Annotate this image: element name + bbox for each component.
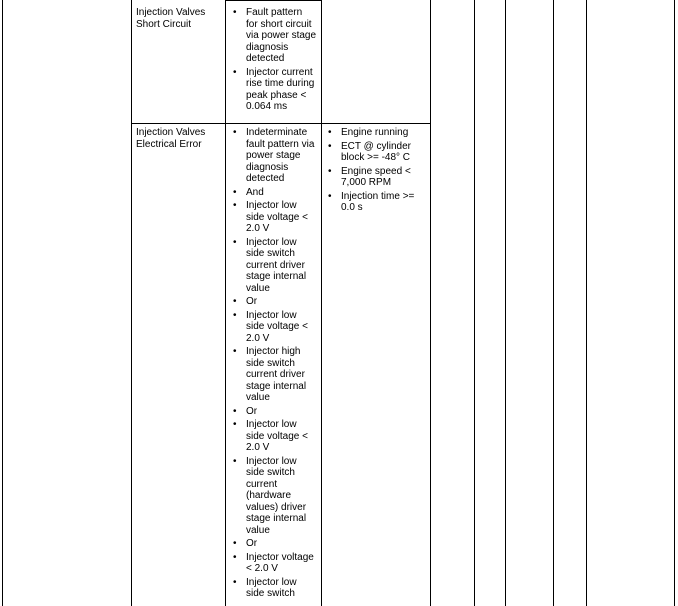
row2-label-line2: Electrical Error	[136, 138, 202, 150]
row2-condition-13-line2: side switch	[246, 588, 295, 599]
row2-enable-4-line1: • Injection time >=	[341, 190, 415, 202]
grid-line-col2	[225, 0, 226, 606]
row1-label-line2: Short Circuit	[136, 18, 192, 30]
row2-condition-10-line6: stage internal	[246, 513, 307, 524]
row2-condition-6-line2: side voltage <	[246, 321, 308, 332]
row2-condition-3-line1: • Injector low	[246, 200, 297, 211]
row2-condition-7-line2: side switch	[246, 357, 295, 369]
row2-condition-10-line1: • Injector low	[246, 455, 297, 467]
row1-condition-1-line5: detected	[246, 53, 285, 64]
row1-condition-2	[230, 67, 320, 113]
row2-condition-2-line1: • And	[246, 186, 264, 198]
row2-condition-4-line3: current driver	[246, 259, 305, 271]
row2-enable-4	[325, 191, 425, 214]
row2-enable-2-line2: block >= -48° C	[341, 152, 411, 163]
grid-line-col8	[586, 0, 587, 606]
row1-condition-2-line2: rise time during	[246, 78, 315, 89]
row2-enable-4-line2: 0.0 s	[341, 202, 363, 213]
row2-condition-13-line1: • Injector low	[246, 576, 297, 588]
grid-line-left	[2, 0, 3, 606]
row2-condition-1-line3: power stage	[246, 150, 301, 161]
row2-condition-4-line4: stage internal	[246, 271, 307, 282]
row2-condition-7-line3: current driver	[246, 369, 305, 380]
row1-condition-1-line4: diagnosis	[246, 41, 289, 53]
row2-condition-9-line2: side voltage <	[246, 430, 308, 442]
row2-condition-2	[230, 187, 320, 199]
row1-condition-1-line1: • Fault pattern	[246, 7, 303, 18]
row2-enable-1	[325, 127, 425, 139]
row1-condition-1-line2: for short circuit	[246, 18, 312, 30]
row1-label	[136, 7, 226, 30]
row2-condition-8-line1: • Or	[246, 405, 258, 417]
grid-line-col6	[505, 0, 506, 606]
row2-condition-4-line1: • Injector low	[246, 236, 297, 248]
row2-condition-1-line4: diagnosis	[246, 161, 289, 173]
row2-condition-7-line1: • Injector high	[246, 346, 301, 357]
grid-line-col3	[321, 0, 322, 606]
row1-conditions	[230, 7, 320, 115]
row2-condition-11	[230, 538, 320, 550]
row2-label	[136, 127, 226, 150]
row2-condition-4	[230, 237, 320, 295]
row2-condition-9-line3: 2.0 V	[246, 442, 270, 453]
row2-condition-9	[230, 419, 320, 454]
row2-enable-3	[325, 166, 425, 189]
row2-condition-4-line2: side switch	[246, 248, 295, 259]
row1-conditions-list	[230, 7, 320, 113]
row2-condition-10-line5: values) driver	[246, 501, 307, 513]
grid-line-col4	[430, 0, 431, 606]
row2-condition-1-line2: fault pattern via	[246, 138, 315, 150]
row2-conditions-list	[230, 127, 320, 600]
row2-enable-3-line2: 7,000 RPM	[341, 177, 392, 188]
row1-condition-1-line3: via power stage	[246, 30, 317, 41]
row2-condition-12-line1: • Injector voltage	[246, 551, 314, 563]
row2-condition-3	[230, 200, 320, 235]
grid-line-col5	[474, 0, 475, 606]
row1-condition-2-line3: peak phase <	[246, 89, 307, 101]
row2-condition-1	[230, 127, 320, 185]
row2-condition-6	[230, 310, 320, 345]
row2-condition-3-line3: 2.0 V	[246, 223, 270, 234]
row2-condition-13	[230, 577, 320, 600]
row1-condition-2-line4: 0.064 ms	[246, 101, 288, 112]
row2-condition-10-line3: current	[246, 478, 278, 490]
row2-enable-3-line1: • Engine speed <	[341, 165, 411, 177]
row2-enable-conditions	[325, 127, 425, 216]
grid-line-col7	[553, 0, 554, 606]
row2-condition-11-line1: • Or	[246, 538, 258, 549]
row2-condition-12	[230, 552, 320, 575]
row2-condition-7-line5: value	[246, 392, 270, 403]
row2-conditions	[230, 127, 320, 602]
row2-condition-10-line4: (hardware	[246, 490, 292, 501]
row1-label-line1: Injection Valves	[136, 7, 206, 18]
row-top-fragment	[225, 0, 322, 1]
row2-enable-2	[325, 141, 425, 164]
row2-condition-9-line1: • Injector low	[246, 419, 297, 430]
row-separator	[131, 123, 431, 124]
row2-enable-2-line1: • ECT @ cylinder	[341, 140, 411, 152]
row2-condition-5	[230, 296, 320, 308]
grid-line-right	[674, 0, 675, 606]
row2-condition-8	[230, 406, 320, 418]
row2-condition-10-line2: side switch	[246, 467, 295, 478]
row2-condition-6-line1: • Injector low	[246, 309, 297, 321]
row2-condition-1-line1: • Indeterminate	[246, 127, 308, 138]
row2-condition-7	[230, 346, 320, 404]
row2-condition-12-line2: < 2.0 V	[246, 563, 278, 574]
row2-condition-6-line3: 2.0 V	[246, 332, 270, 344]
row1-condition-2-line1: • Injector current	[246, 66, 313, 78]
row1-condition-1	[230, 7, 320, 65]
row2-condition-3-line2: side voltage <	[246, 211, 308, 223]
row2-condition-7-line4: stage internal	[246, 380, 307, 392]
row2-enable-1-line1: • Engine running	[341, 127, 409, 138]
row2-enable-list	[325, 127, 425, 214]
row2-label-line1: Injection Valves	[136, 127, 206, 138]
row2-condition-1-line5: detected	[246, 173, 285, 184]
row2-condition-10-line7: value	[246, 524, 270, 536]
row2-condition-5-line1: • Or	[246, 296, 258, 307]
row2-condition-10	[230, 456, 320, 537]
row2-condition-4-line5: value	[246, 282, 270, 294]
grid-line-col1	[131, 0, 132, 606]
